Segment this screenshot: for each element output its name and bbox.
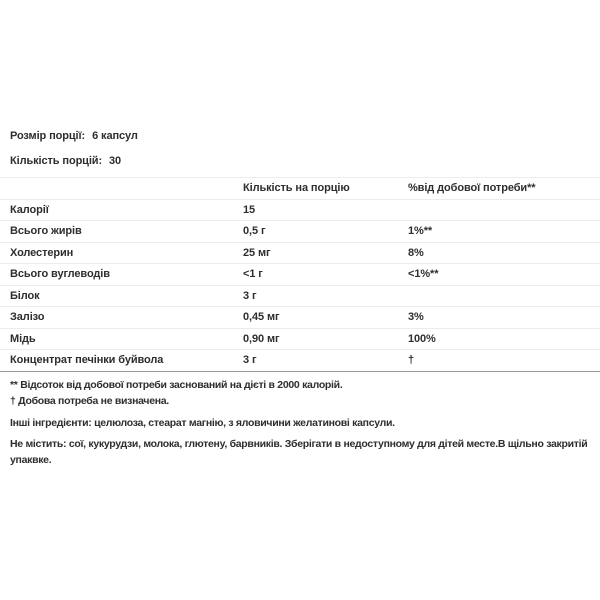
nutrient-amount: <1 г	[243, 268, 263, 281]
nutrient-amount: 0,45 мг	[243, 311, 280, 324]
serving-size-row	[10, 130, 138, 142]
nutrient-dv: <1%**	[408, 268, 439, 281]
nutrient-name: Мідь	[10, 332, 36, 345]
nutrient-amount: 25 мг	[243, 246, 271, 259]
allergen-storage-note: Не містить: сої, кукурудзи, молока, глютену, барвників. Зберігати в недоступному для дітей месте.В щільно закритій упаквке.	[10, 438, 588, 466]
nutrient-dv: †	[408, 354, 415, 367]
table-row	[0, 221, 600, 243]
nutrient-dv: 8%	[408, 246, 424, 259]
servings-per-container-row	[10, 155, 121, 167]
nutrient-name: Всього вуглеводів	[10, 268, 110, 281]
other-ingredients-note: Інші інгредієнти: целюлоза, стеарат магнію, з яловичини желатинові капсули.	[10, 417, 395, 429]
nutrient-dv: 1%**	[408, 225, 433, 238]
nutrient-amount: 0,90 мг	[243, 332, 280, 345]
header-amount-per-serving: Кількість на порцію	[243, 182, 350, 195]
nutrient-amount: 0,5 г	[243, 225, 266, 238]
daily-value-note: ** Відсоток від добової потреби заснований на дієті в 2000 калорій.	[10, 379, 343, 391]
nutrient-amount: 3 г	[243, 289, 257, 302]
nutrient-dv: 100%	[408, 332, 436, 345]
nutrient-amount: 3 г	[243, 354, 257, 367]
nutrient-amount: 15	[243, 203, 256, 216]
table-row	[0, 350, 600, 372]
nutrient-name: Калорії	[10, 203, 49, 216]
nutrient-name: Холестерин	[10, 246, 74, 259]
nutrient-dv: 3%	[408, 311, 424, 324]
nutrient-name: Концентрат печінки буйвола	[10, 354, 164, 367]
table-header-row	[0, 178, 600, 200]
dagger-note: † Добова потреба не визначена.	[10, 394, 169, 407]
serving-size-label: Розмір порції:	[10, 130, 86, 142]
nutrient-name: Залізо	[10, 311, 45, 324]
servings-per-container-value: 30	[109, 155, 122, 167]
table-row	[0, 243, 600, 265]
table-row	[0, 286, 600, 308]
daily-value-footnote	[10, 378, 598, 409]
table-row	[0, 307, 600, 329]
table-row	[0, 329, 600, 351]
nutrient-name: Всього жирів	[10, 225, 82, 238]
nutrient-name: Білок	[10, 289, 40, 302]
table-row	[0, 264, 600, 286]
table-row	[0, 200, 600, 222]
servings-per-container-label: Кількість порцій:	[10, 155, 103, 167]
nutrition-facts-table	[0, 177, 600, 372]
header-daily-value: %від добової потреби**	[408, 182, 536, 195]
serving-size-value: 6 капсул	[92, 130, 138, 142]
